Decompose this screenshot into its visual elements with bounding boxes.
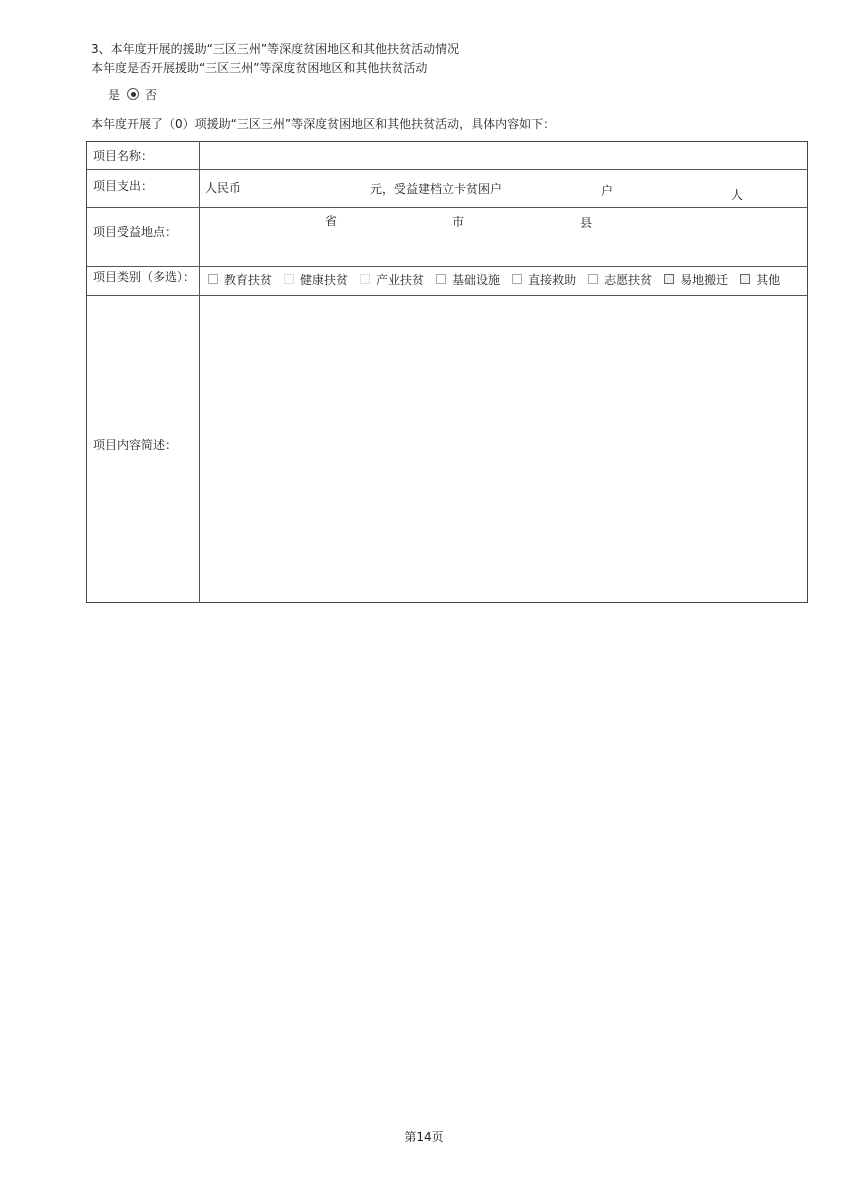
category-infrastructure[interactable]: [436, 271, 500, 288]
persons-unit: 人: [731, 188, 744, 202]
category-industry[interactable]: [360, 271, 424, 288]
project-name-label: 项目名称：: [93, 149, 154, 163]
category-education[interactable]: [208, 271, 272, 288]
category-option-label: 基础设施: [452, 272, 501, 287]
intro-text: 本年度开展了（0）项援助“三区三州”等深度贫困地区和其他扶贫活动，具体内容如下：: [91, 117, 556, 131]
checkbox-icon[interactable]: [360, 274, 370, 284]
radio-yes-label[interactable]: 是: [108, 87, 121, 102]
row-divider: [86, 295, 808, 296]
category-volunteer[interactable]: [588, 271, 652, 288]
radio-no-button[interactable]: [127, 88, 139, 100]
checkbox-icon[interactable]: [436, 274, 446, 284]
row-divider: [86, 169, 808, 170]
category-relocation[interactable]: [664, 271, 728, 288]
category-option-label: 健康扶贫: [300, 272, 349, 287]
currency-label: 人民币: [205, 181, 242, 195]
category-health[interactable]: [284, 271, 348, 288]
category-option-label: 直接救助: [528, 272, 577, 287]
city-unit: 市: [452, 215, 465, 229]
expense-label: 项目支出：: [93, 179, 154, 193]
location-label: 项目受益地点：: [93, 225, 178, 239]
beneficiary-households-text: 元，受益建档立卡贫困户: [370, 182, 503, 196]
section-heading: 3、本年度开展的援助“三区三州”等深度贫困地区和其他扶贫活动情况: [91, 42, 460, 56]
category-option-label: 志愿扶贫: [604, 272, 653, 287]
category-checkbox-group: [208, 271, 792, 287]
label-column-divider: [199, 141, 200, 603]
radio-no-label[interactable]: 否: [145, 87, 158, 102]
table-frame: [86, 141, 808, 603]
project-table: [86, 141, 808, 603]
row-divider: [86, 207, 808, 208]
province-unit: 省: [325, 214, 338, 228]
checkbox-icon[interactable]: [664, 274, 674, 284]
yes-no-radio-group: [108, 86, 164, 102]
checkbox-icon[interactable]: [284, 274, 294, 284]
category-other[interactable]: [740, 271, 780, 288]
row-divider: [86, 266, 808, 267]
page-number: 第14页: [404, 1130, 444, 1144]
category-direct-aid[interactable]: [512, 271, 576, 288]
households-unit: 户: [601, 184, 614, 198]
question-text: 本年度是否开展援助“三区三州”等深度贫困地区和其他扶贫活动: [91, 61, 428, 75]
county-unit: 县: [580, 216, 593, 230]
checkbox-icon[interactable]: [588, 274, 598, 284]
category-option-label: 教育扶贫: [224, 272, 273, 287]
category-option-label: 易地搬迁: [680, 272, 729, 287]
checkbox-icon[interactable]: [740, 274, 750, 284]
checkbox-icon[interactable]: [208, 274, 218, 284]
checkbox-icon[interactable]: [512, 274, 522, 284]
category-option-label: 其他: [756, 272, 781, 287]
category-option-label: 产业扶贫: [376, 272, 425, 287]
description-label: 项目内容简述：: [93, 438, 178, 452]
category-label: 项目类别（多选）：: [93, 270, 196, 284]
